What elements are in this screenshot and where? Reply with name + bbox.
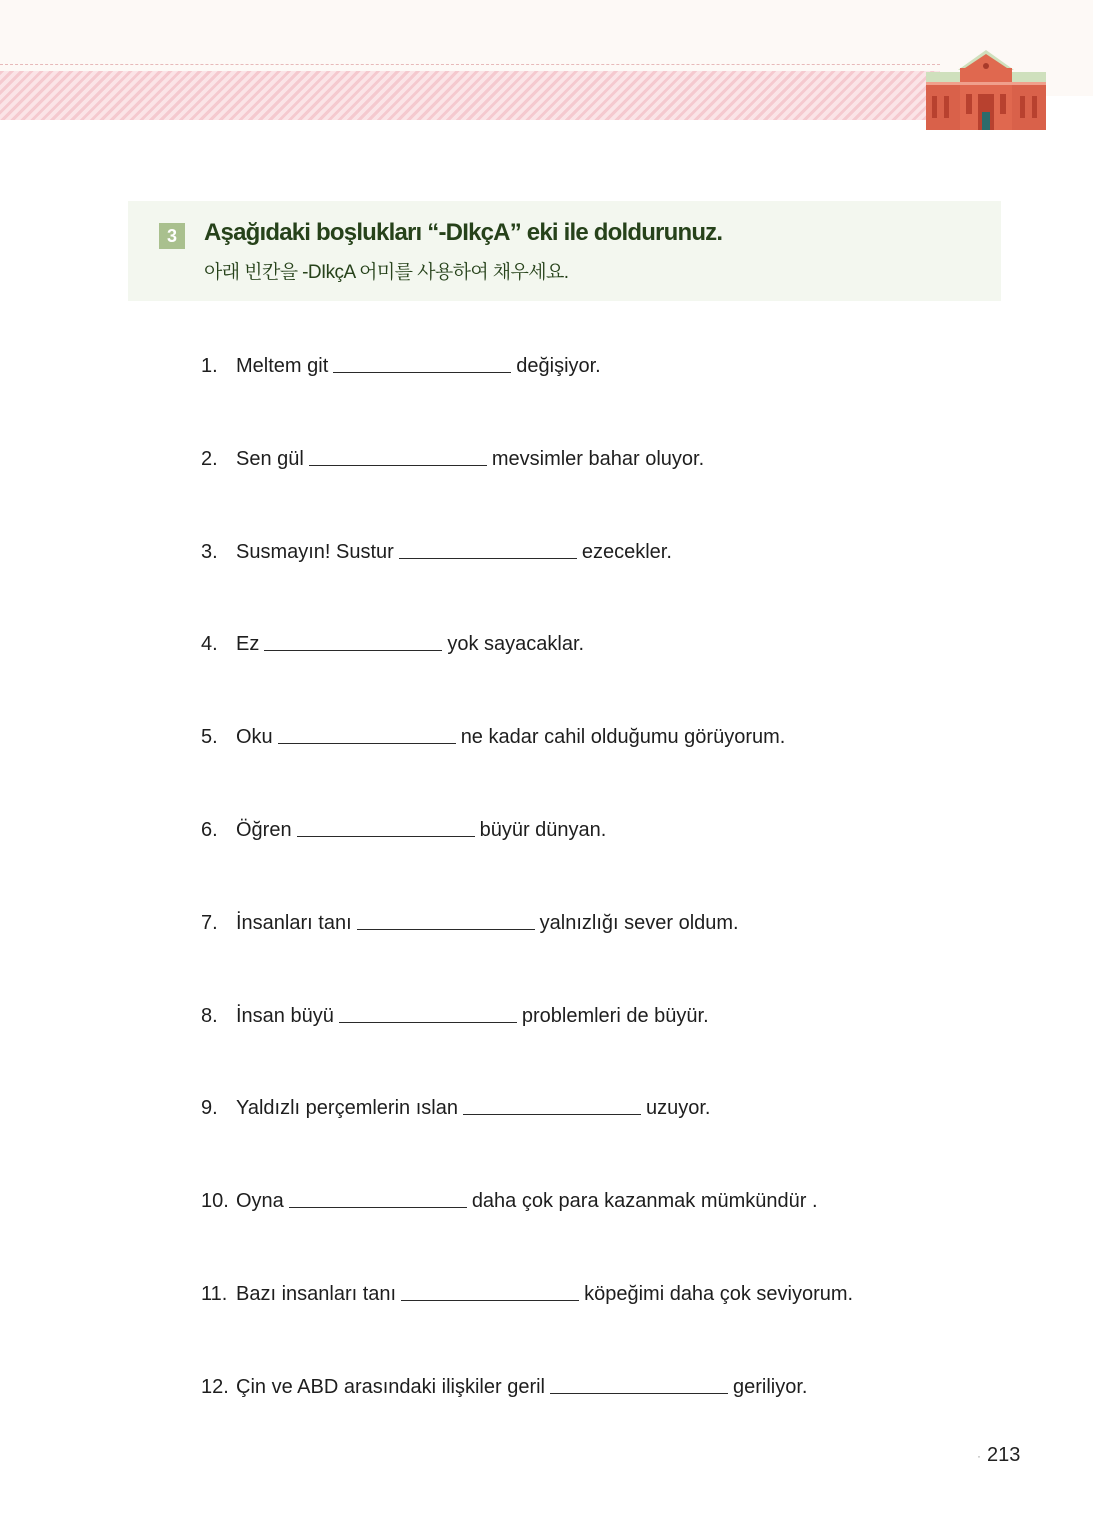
question-number: 7. (201, 911, 218, 934)
answer-blank[interactable] (399, 538, 577, 559)
question-text-before: Ez (236, 633, 260, 656)
question-text-before: Meltem git (236, 355, 329, 377)
question-number: 8. (201, 1004, 218, 1027)
page-number-value: 213 (987, 1444, 1021, 1466)
question-list (201, 352, 1021, 1466)
header-dotted-line (0, 64, 940, 65)
answer-blank[interactable] (264, 630, 442, 651)
question-number: 10. (201, 1190, 229, 1213)
question-text-after: problemleri de büyür. (521, 1004, 709, 1027)
question-item (201, 909, 1021, 1002)
question-text-before: Çin ve ABD arasındaki ilişkiler geril (236, 1375, 546, 1398)
building-illustration-icon (922, 46, 1050, 132)
question-item (201, 445, 1021, 538)
question-number: 1. (201, 355, 218, 377)
question-text-after: yalnızlığı sever oldum. (539, 911, 739, 934)
question-text-before: Oku (236, 726, 273, 749)
question-number: 3. (201, 540, 218, 563)
question-number: 6. (201, 818, 218, 841)
question-number: 2. (201, 447, 218, 470)
answer-blank[interactable] (309, 445, 487, 466)
question-text-before: Yaldızlı perçemlerin ıslan (236, 1097, 458, 1120)
answer-blank[interactable] (297, 816, 475, 837)
question-text-after: uzuyor. (645, 1097, 711, 1120)
question-item (201, 1187, 1021, 1280)
question-item (201, 352, 1021, 445)
question-number: 12. (201, 1375, 229, 1398)
question-text-before: Sen gül (236, 447, 304, 470)
question-text-after: mevsimler bahar oluyor. (491, 447, 705, 470)
exercise-title: Aşağıdaki boşlukları “-DIkçA” eki ile doldurunuz. (204, 219, 723, 246)
question-text-after: yok sayacaklar. (447, 633, 585, 656)
question-item (201, 630, 1021, 723)
question-number: 4. (201, 633, 218, 656)
question-number: 11. (201, 1282, 228, 1305)
answer-blank[interactable] (550, 1373, 728, 1394)
answer-blank[interactable] (357, 909, 535, 930)
exercise-number-badge: 3 (159, 223, 185, 249)
header-stripe-decoration (0, 71, 940, 120)
question-text-after: ne kadar cahil olduğumu görüyorum. (460, 726, 786, 749)
answer-blank[interactable] (333, 352, 511, 373)
exercise-subtitle: 아래 빈칸을 -DIkçA 어미를 사용하여 채우세요. (204, 262, 569, 283)
answer-blank[interactable] (401, 1280, 579, 1301)
question-item (201, 1002, 1021, 1095)
question-text-after: köpeğimi daha çok seviyorum. (584, 1282, 854, 1305)
question-text-after: büyür dünyan. (479, 818, 607, 841)
page-dot-icon: · (977, 1448, 981, 1463)
question-number: 5. (201, 726, 218, 749)
question-number: 9. (201, 1097, 218, 1120)
question-text-before: Susmayın! Sustur (236, 540, 394, 563)
question-item (201, 816, 1021, 909)
exercise-header (128, 201, 1001, 301)
question-text-after: değişiyor. (516, 355, 601, 377)
page-number (977, 1444, 1020, 1467)
answer-blank[interactable] (339, 1002, 517, 1023)
question-text-before: Oyna (236, 1190, 284, 1213)
question-text-after: daha çok para kazanmak mümkündür . (471, 1190, 818, 1213)
question-text-before: İnsanları tanı (236, 911, 352, 934)
question-item (201, 1094, 1021, 1187)
question-item (201, 1280, 1021, 1373)
question-text-after: geriliyor. (733, 1375, 808, 1398)
question-item (201, 538, 1021, 631)
question-item (201, 1373, 1021, 1466)
answer-blank[interactable] (289, 1187, 467, 1208)
answer-blank[interactable] (463, 1094, 641, 1115)
question-text-before: Öğren (236, 818, 292, 841)
answer-blank[interactable] (278, 723, 456, 744)
question-text-before: Bazı insanları tanı (236, 1282, 397, 1305)
question-text-after: ezecekler. (581, 540, 672, 563)
question-item (201, 723, 1021, 816)
question-text-before: İnsan büyü (236, 1004, 334, 1027)
